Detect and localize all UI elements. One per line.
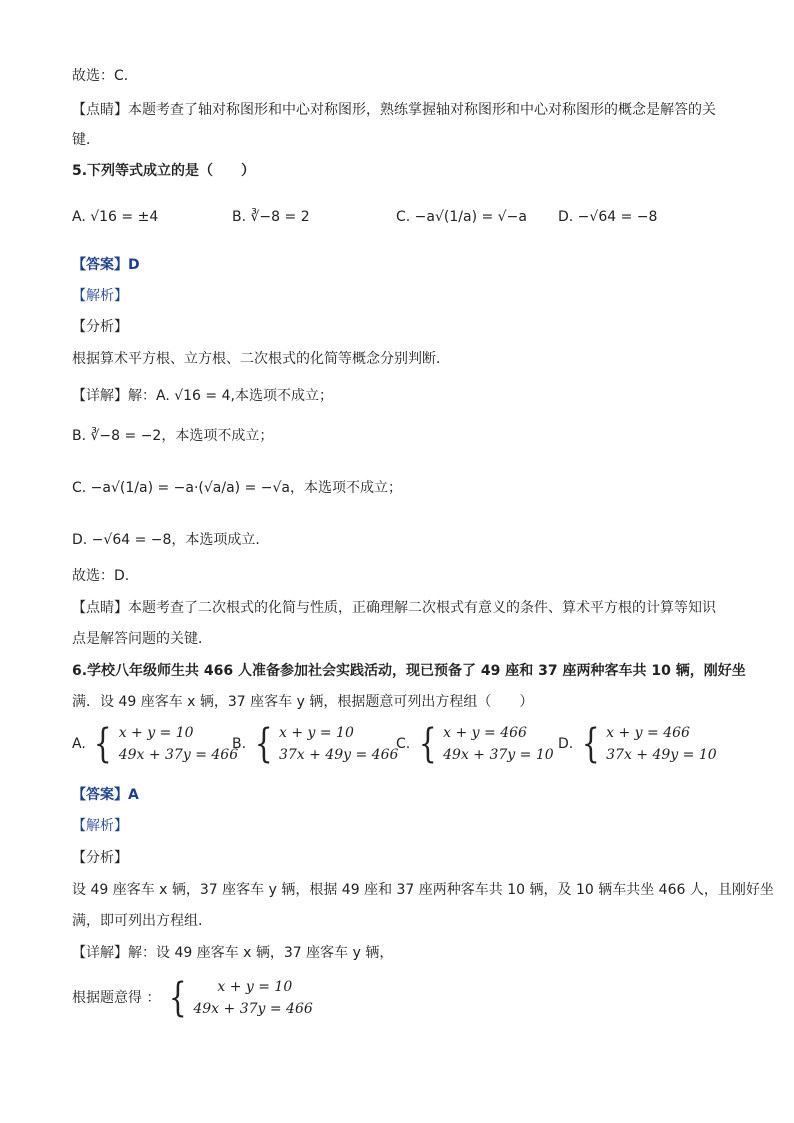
text-line: 【点睛】本题考查了轴对称图形和中心对称图形，熟练掌握轴对称图形和中心对称图形的概念是解答的关 [72,102,716,118]
option-b: B. ∛−8 = 2 [232,209,310,225]
answer-label: 【答案】A [72,787,139,803]
option-d: D. −√64 = −8 [558,209,658,225]
analysis-sub-label: 【分析】 [72,850,128,866]
analysis-label: 【解析】 [72,818,128,834]
question-6: 6.学校八年级师生共 466 人准备参加社会实践活动，现已预备了 49 座和 37 座两种客车共 10 辆，刚好坐 [72,663,746,679]
text-line: C. −a√(1/a) = −a·(√a/a) = −√a，本选项不成立； [72,480,403,496]
question-5: 5.下列等式成立的是（ ） [72,163,256,179]
analysis-sub-label: 【分析】 [72,319,128,335]
option-a: A. { x + y = 10 49x + 37y = 466 [72,721,239,767]
analysis-label: 【解析】 [72,288,128,304]
text-line: D. −√64 = −8，本选项成立. [72,532,260,548]
text-line: 【详解】解：A. √16 = 4,本选项不成立； [72,388,333,404]
option-a: A. √16 = ±4 [72,209,159,225]
text-line: 根据算术平方根、立方根、二次根式的化简等概念分别判断． [72,351,450,367]
text-line: 设 49 座客车 x 辆，37 座客车 y 辆，根据 49 座和 37 座两种客车共 10 辆，及 10 辆车共坐 466 人，且刚好坐 [72,882,774,898]
text-line: 满，即可列出方程组. [72,913,203,929]
option-c: C. { x + y = 466 49x + 37y = 10 [396,721,554,767]
text-line: 故选：C． [72,68,138,84]
answer-label: 【答案】D [72,257,140,273]
equation-block: 根据题意得 ： { x + y = 10 49x + 37y = 466 [72,975,313,1021]
text-line: 键． [72,132,100,148]
text-line: B. ∛−8 = −2，本选项不成立； [72,428,274,444]
text-line: 满．设 49 座客车 x 辆，37 座客车 y 辆，根据题意可列出方程组（ ） [72,694,534,710]
text-line: 故选：D. [72,568,130,584]
text-line: 【点睛】本题考查了二次根式的化简与性质，正确理解二次根式有意义的条件、算术平方根的计算等知识 [72,600,716,616]
text-line: 【详解】解：设 49 座客车 x 辆，37 座客车 y 辆， [72,945,394,961]
option-c: C. −a√(1/a) = √−a [396,209,527,225]
option-b: B. { x + y = 10 37x + 49y = 466 [232,721,399,767]
text-line: 点是解答问题的关键． [72,631,212,647]
option-d: D. { x + y = 466 37x + 49y = 10 [558,721,717,767]
